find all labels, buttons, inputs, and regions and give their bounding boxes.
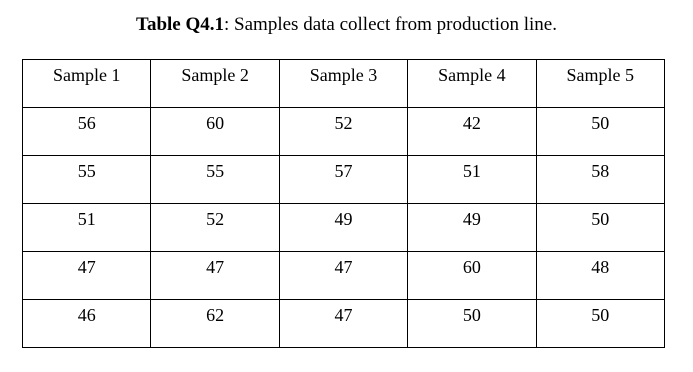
cell-value: 47 (77, 257, 96, 277)
table-header-row (23, 60, 665, 108)
column-header (151, 60, 279, 108)
column-header-label: Sample 5 (566, 65, 635, 85)
column-header (408, 60, 536, 108)
cell-value: 48 (591, 257, 610, 277)
table-cell (23, 300, 151, 348)
cell-value: 52 (334, 113, 353, 133)
table-cell (151, 156, 279, 204)
table-row (23, 156, 665, 204)
table-cell (536, 300, 664, 348)
cell-value: 62 (206, 305, 225, 325)
cell-value: 57 (334, 161, 353, 181)
column-header-label: Sample 2 (181, 65, 249, 85)
cell-value: 51 (77, 209, 96, 229)
cell-value: 51 (462, 161, 481, 181)
cell-value: 47 (334, 257, 353, 277)
table-cell (536, 204, 664, 252)
table-row (23, 204, 665, 252)
table-cell (279, 108, 407, 156)
cell-value: 46 (77, 305, 96, 325)
table-cell (536, 252, 664, 300)
table-cell (408, 252, 536, 300)
cell-value: 47 (334, 305, 353, 325)
table-cell (23, 156, 151, 204)
table-cell (408, 108, 536, 156)
table-row (23, 300, 665, 348)
table-cell (279, 300, 407, 348)
table-cell (23, 108, 151, 156)
cell-value: 55 (206, 161, 225, 181)
table-cell (536, 156, 664, 204)
table-cell (151, 108, 279, 156)
table-row (23, 252, 665, 300)
table-cell (279, 156, 407, 204)
samples-table (22, 59, 665, 348)
cell-value: 52 (206, 209, 225, 229)
cell-value: 50 (591, 209, 610, 229)
table-cell (23, 204, 151, 252)
cell-value: 42 (462, 113, 481, 133)
cell-value: 49 (462, 209, 481, 229)
table-cell (151, 300, 279, 348)
table-cell (279, 252, 407, 300)
table-cell (151, 204, 279, 252)
table-caption-text: : Samples data collect from production line. (224, 14, 557, 35)
column-header (536, 60, 664, 108)
table-row (23, 108, 665, 156)
cell-value: 49 (334, 209, 353, 229)
cell-value: 47 (206, 257, 225, 277)
cell-value: 58 (591, 161, 610, 181)
column-header (23, 60, 151, 108)
table-caption-label: Table Q4.1 (136, 14, 225, 35)
column-header-label: Sample 4 (438, 65, 506, 85)
cell-value: 56 (77, 113, 96, 133)
column-header (279, 60, 407, 108)
cell-value: 50 (591, 305, 610, 325)
table-cell (151, 252, 279, 300)
cell-value: 50 (462, 305, 481, 325)
cell-value: 60 (206, 113, 225, 133)
cell-value: 55 (77, 161, 96, 181)
table-cell (408, 156, 536, 204)
cell-value: 50 (591, 113, 610, 133)
table-cell (536, 108, 664, 156)
column-header-label: Sample 1 (52, 65, 121, 85)
table-cell (408, 204, 536, 252)
table-cell (23, 252, 151, 300)
table-cell (279, 204, 407, 252)
table-caption (0, 13, 693, 37)
table-cell (408, 300, 536, 348)
cell-value: 60 (462, 257, 481, 277)
column-header-label: Sample 3 (309, 65, 378, 85)
